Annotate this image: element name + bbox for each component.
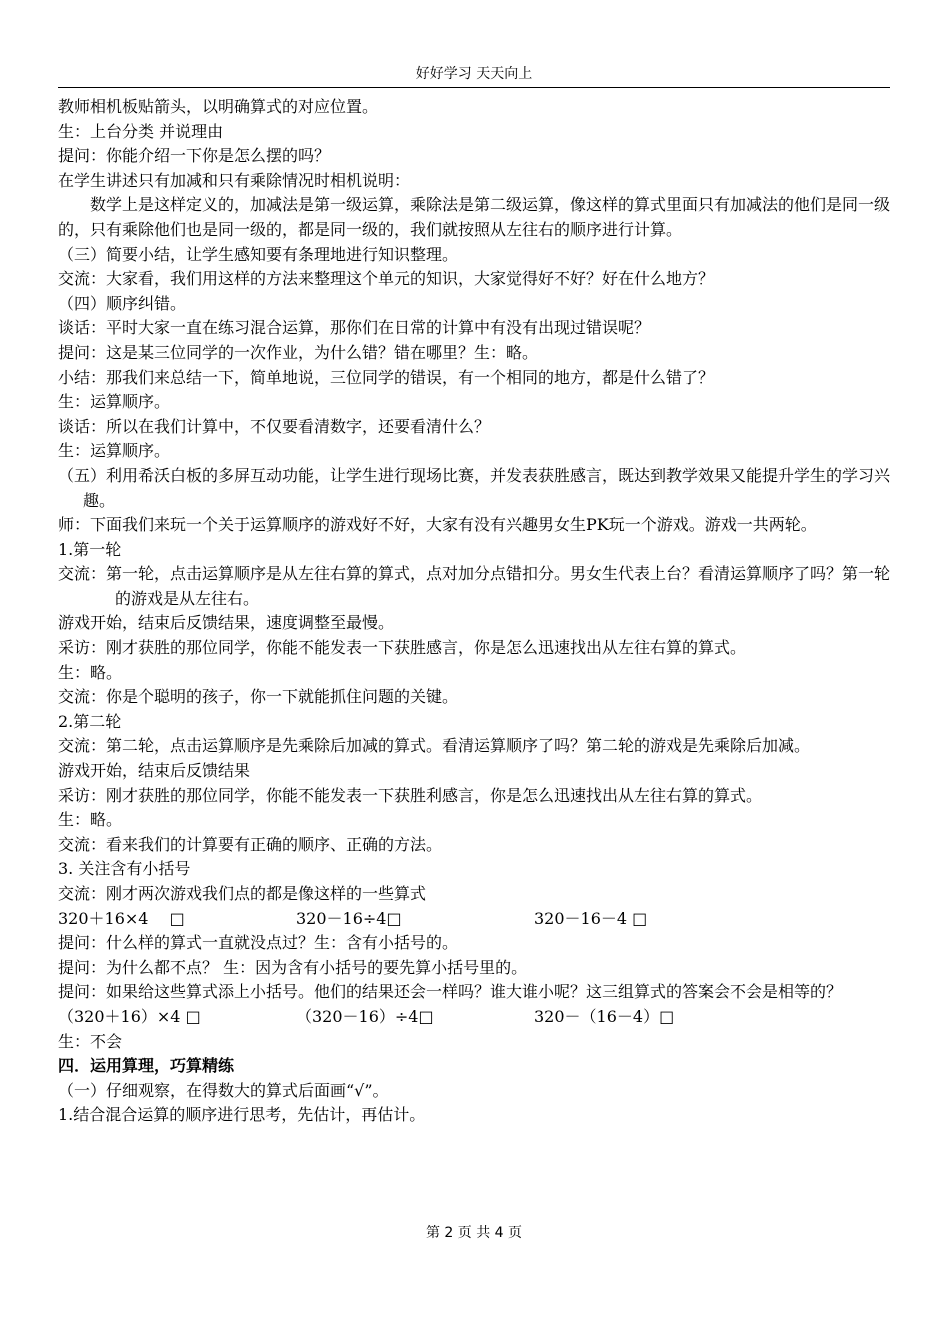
subheading: 1.第一轮 [58, 539, 122, 559]
paragraph: 数学上是这样定义的，加减法是第一级运算，乘除法是第二级运算，像这样的算式里面只有加减法的他们是同一级的，只有乘除他们也是同一级的，都是同一级的，我们就按照从左往右的顺序进行计算。 [58, 195, 891, 239]
section-heading: （四）顺序纠错。 [58, 293, 187, 313]
paragraph: 交流：第一轮，点击运算顺序是从左往右算的算式，点对加分点错扣分。男女生代表上台？看清运算顺序了吗？第一轮的游戏是从左往右。 [58, 564, 891, 608]
paragraph: 采访：刚才获胜的那位同学，你能不能发表一下获胜利感言，你是怎么迅速找出从左往右算的算式。 [58, 785, 763, 805]
equation-row [58, 1005, 890, 1030]
paragraph: 提问：如果给这些算式添上小括号。他们的结果还会一样吗？谁大谁小呢？这三组算式的答案会不会是相等的？ [58, 982, 843, 1002]
paragraph: 交流：第二轮，点击运算顺序是先乘除后加减的算式。看清运算顺序了吗？第二轮的游戏是先乘除后加减。 [58, 736, 811, 756]
section-heading: （五）利用希沃白板的多屏互动功能，让学生进行现场比赛，并发表获胜感言，既达到教学效果又能提升学生的学习兴趣。 [58, 465, 891, 510]
paragraph: 游戏开始，结束后反馈结果 [58, 761, 251, 781]
paragraph: 小结：那我们来总结一下，简单地说，三位同学的错误，有一个相同的地方，都是什么错了？ [58, 367, 715, 387]
subheading: 3. 关注含有小括号 [58, 859, 191, 879]
paragraph: 游戏开始，结束后反馈结果，速度调整至最慢。 [58, 613, 395, 633]
equation: 320＋16×4 □ [58, 908, 185, 928]
equation-row [58, 907, 890, 932]
paragraph: 师：下面我们来玩一个关于运算顺序的游戏好不好，大家有没有兴趣男女生PK玩一个游戏。游戏一共两轮。 [58, 515, 817, 535]
paragraph: 在学生讲述只有加减和只有乘除情况时相机说明： [58, 170, 411, 190]
page-footer: 第 2 页 共 4 页 [425, 1225, 523, 1241]
paragraph: 生：不会 [58, 1031, 123, 1051]
equation: （320－16）÷4□ [296, 1006, 434, 1026]
equation: （320＋16）×4 □ [58, 1006, 201, 1026]
paragraph: 交流：看来我们的计算要有正确的顺序、正确的方法。 [58, 834, 443, 854]
page-header: 好好学习 天天向上 [415, 66, 533, 82]
paragraph: 生：运算顺序。 [58, 392, 171, 412]
paragraph: 交流：你是个聪明的孩子，你一下就能抓住问题的关键。 [58, 687, 459, 707]
equation: 320－（16－4）□ [534, 1006, 675, 1026]
paragraph: 提问：这是某三位同学的一次作业，为什么错？错在哪里？生：略。 [58, 342, 539, 362]
paragraph: 谈话：平时大家一直在练习混合运算，那你们在日常的计算中有没有出现过错误呢？ [58, 318, 651, 338]
paragraph: 交流：刚才两次游戏我们点的都是像这样的一些算式 [58, 884, 427, 903]
document-body [58, 95, 890, 1128]
paragraph: 采访：刚才获胜的那位同学，你能不能发表一下获胜感言，你是怎么迅速找出从左往右算的算式。 [58, 638, 747, 658]
section-heading: （一）仔细观察，在得数大的算式后面画“√”。 [58, 1080, 389, 1100]
header-rule [58, 87, 890, 88]
subheading: 2.第二轮 [58, 711, 122, 731]
paragraph: 生：略。 [58, 810, 123, 830]
section-title: 四．运用算理，巧算精练 [58, 1056, 235, 1076]
paragraph: 1.结合混合运算的顺序进行思考，先估计，再估计。 [58, 1105, 426, 1125]
paragraph: 生：略。 [58, 662, 123, 682]
paragraph: 生：运算顺序。 [58, 441, 171, 461]
paragraph: 提问：为什么都不点？ 生：因为含有小括号的要先算小括号里的。 [58, 957, 528, 977]
equation: 320－16－4 □ [534, 908, 648, 928]
paragraph: 交流：大家看，我们用这样的方法来整理这个单元的知识，大家觉得好不好？好在什么地方？ [58, 269, 715, 289]
section-heading: （三）简要小结，让学生感知要有条理地进行知识整理。 [58, 244, 459, 264]
paragraph: 生：上台分类 并说理由 [58, 121, 224, 141]
paragraph: 提问：你能介绍一下你是怎么摆的吗？ [58, 146, 331, 166]
paragraph: 教师相机板贴箭头，以明确算式的对应位置。 [58, 97, 379, 116]
paragraph: 谈话：所以在我们计算中，不仅要看清数字，还要看清什么？ [58, 416, 491, 436]
equation: 320－16÷4□ [296, 908, 402, 928]
paragraph: 提问：什么样的算式一直就没点过？生：含有小括号的。 [58, 933, 459, 953]
